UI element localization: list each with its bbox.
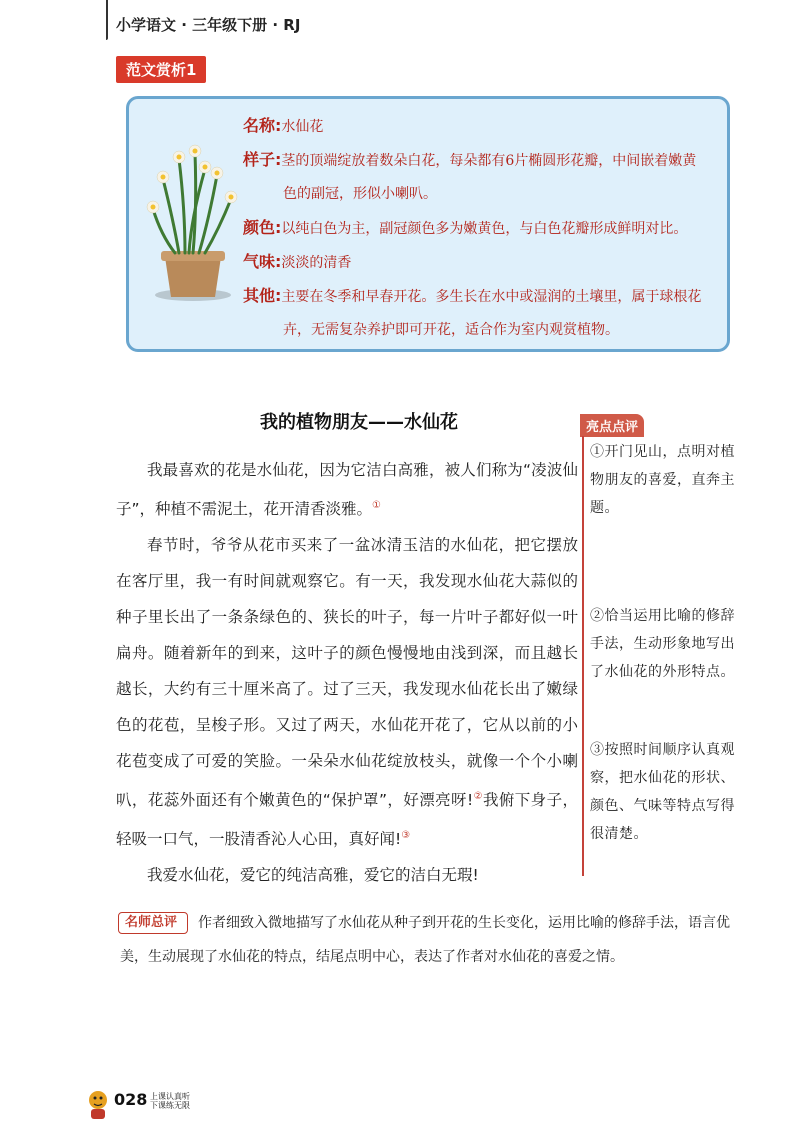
- smell-row: [243, 245, 351, 280]
- other-value-cont: 卉，无需复杂养护即可开花，适合作为室内观赏植物。: [283, 322, 619, 338]
- look-value-cont: 色的副冠，形似小喇叭。: [283, 186, 437, 202]
- teacher-summary-badge: 名师总评: [118, 912, 188, 934]
- comment-3: ③按照时间顺序认真观察，把水仙花的形状、颜色、气味等特点写得很清楚。: [590, 742, 735, 842]
- comment-1: ①开门见山，点明对植物朋友的喜爱，直奔主题。: [590, 444, 735, 516]
- other-key: 其他:: [243, 286, 282, 305]
- comments-divider: [582, 436, 584, 876]
- mascot-icon: [84, 1086, 112, 1122]
- essay-paragraph-3: 我爱水仙花，爱它的纯洁高雅，爱它的洁白无瑕!: [147, 866, 479, 885]
- other-row: [243, 279, 701, 314]
- book-title: 小学语文 · 三年级下册 · RJ: [116, 16, 301, 34]
- essay-paragraph-2: 春节时，爷爷从花市买来了一盆冰清玉洁的水仙花，把它摆放在客厅里，我一有时间就观察它。有一天，我发现水仙花大蒜似的种子里长出了一条条绿色的、狭长的叶子，每一片叶子都好似一叶扁舟。随着新年的到来，这叶子的颜色慢慢地由浅到深，而且越长越长，大约有三十厘米高了。过了三天，我发现水仙花长出了嫩绿色的花苞，呈梭子形。又过了两天，水仙花开花了，它从以前的小花苞变成了可爱的笑脸。一朵朵水仙花绽放枝头，就像一个个小喇叭，花蕊外面还有个嫩黄色的“保护罩”，好漂亮呀!②我俯下身子，轻吸一口气，一股清香沁人心田，真好闻!③: [116, 536, 578, 849]
- comments-label: 亮点点评: [580, 414, 644, 437]
- narcissus-pot-illustration: [139, 139, 247, 307]
- name-key: 名称:: [243, 116, 282, 135]
- note-marker-1: ①: [372, 500, 381, 511]
- section-badge: 范文赏析1: [116, 56, 206, 83]
- plant-info-card: [126, 96, 730, 352]
- comment-2: ②恰当运用比喻的修辞手法，生动形象地写出了水仙花的外形特点。: [590, 608, 735, 680]
- smell-value: 淡淡的清香: [281, 255, 352, 271]
- essay-paragraph-1: 我最喜欢的花是水仙花，因为它洁白高雅，被人们称为“凌波仙子”，种植不需泥土，花开清香淡雅。①: [116, 461, 578, 519]
- teacher-summary-text: 作者细致入微地描写了水仙花从种子到开花的生长变化，运用比喻的修辞手法，语言优美，生动展现了水仙花的特点，结尾点明中心，表达了作者对水仙花的喜爱之情。: [120, 915, 730, 965]
- color-value: 以纯白色为主，副冠颜色多为嫩黄色，与白色花瓣形成鲜明对比。: [281, 221, 688, 237]
- name-value: 水仙花: [281, 119, 324, 135]
- page-corner-mark: [82, 0, 108, 40]
- smell-key: 气味:: [243, 252, 282, 271]
- look-value: 茎的顶端绽放着数朵白花，每朵都有6片椭圆形花瓣，中间嵌着嫩黄: [281, 153, 697, 169]
- highlight-comments: [580, 414, 740, 874]
- name-row: [243, 109, 323, 144]
- color-row: [243, 211, 687, 246]
- essay-body: [116, 452, 578, 893]
- note-marker-2: ②: [473, 791, 483, 803]
- color-key: 颜色:: [243, 218, 282, 237]
- look-key: 样子:: [243, 150, 282, 169]
- note-marker-3: ③: [401, 830, 411, 842]
- essay-title: 我的植物朋友——水仙花: [260, 412, 458, 433]
- look-row: [243, 143, 696, 178]
- other-value: 主要在冬季和早春开花。多生长在水中或湿润的土壤里，属于球根花: [281, 289, 702, 305]
- footer-tag: 上课认真听 下课练无限: [150, 1092, 190, 1110]
- page-number: 028: [114, 1090, 148, 1109]
